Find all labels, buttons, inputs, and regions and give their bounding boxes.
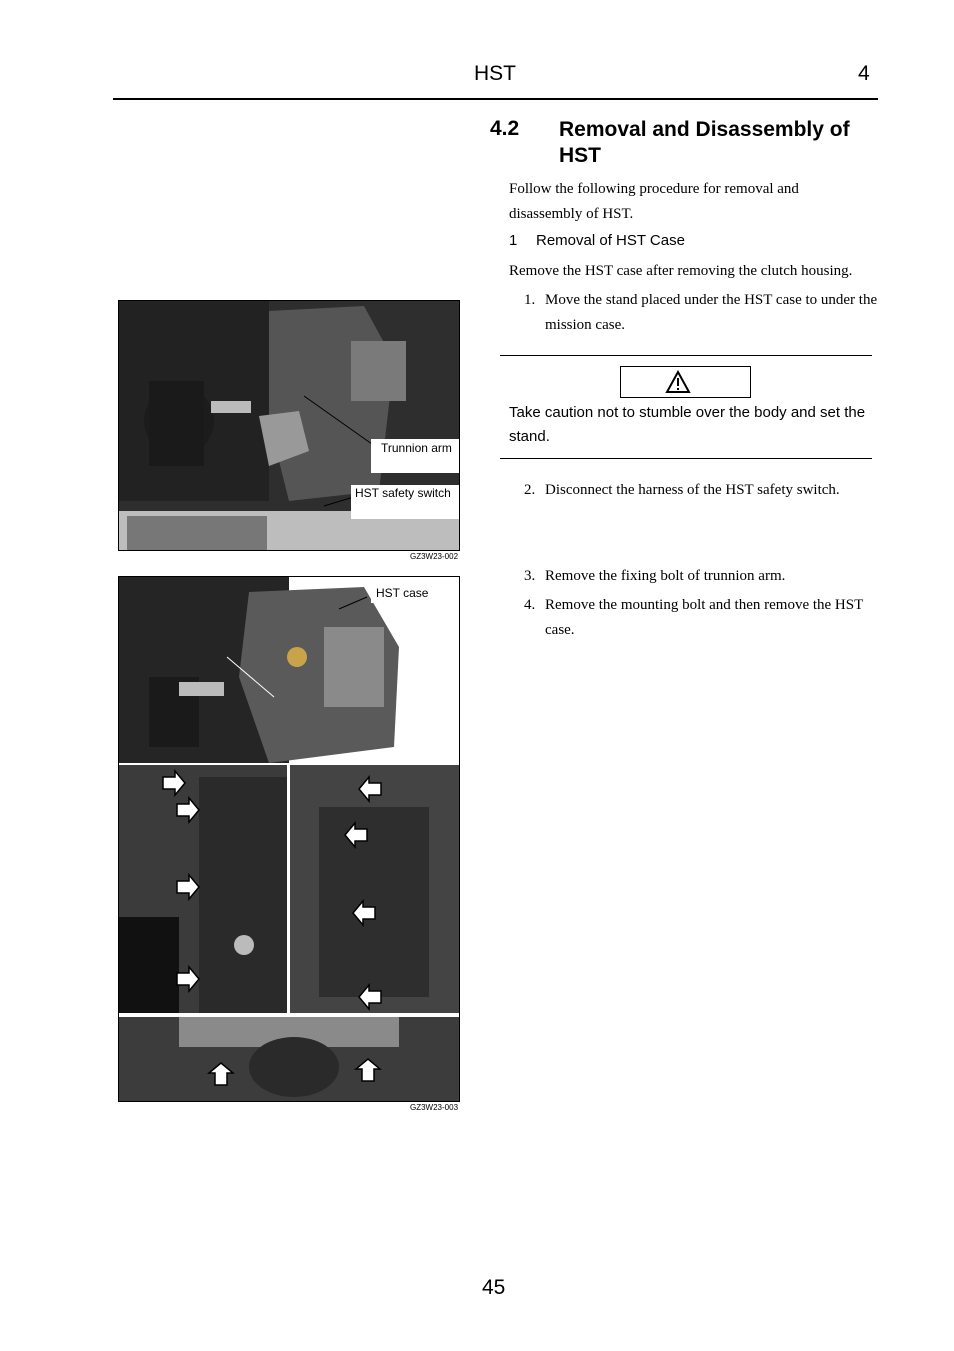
step-text: Move the stand placed under the HST case to under the mission case.	[545, 292, 878, 333]
header-chapter-number: 4	[858, 62, 870, 85]
step-number: 3.	[524, 568, 536, 584]
step-number: 4.	[524, 597, 536, 613]
step-text: Remove the mounting bolt and then remove the HST case.	[545, 597, 864, 638]
caution-text: Take caution not to stumble over the body and set the stand.	[509, 404, 866, 445]
figure-code: GZ3W23-002	[410, 552, 459, 561]
caution-label-box	[620, 366, 751, 398]
page-number: 45	[482, 1276, 506, 1299]
step-number: 2.	[524, 482, 536, 498]
intro-paragraph: Follow the following procedure for removal and disassembly of HST.	[509, 181, 799, 222]
figure-hst-trunnion-photo	[118, 300, 460, 551]
hst-case-photo-collage	[119, 577, 460, 1102]
section-number: 4.2	[490, 117, 520, 140]
step-number: 1.	[524, 292, 536, 308]
step-text: Remove the fixing bolt of trunnion arm.	[545, 568, 786, 584]
step-text: Disconnect the harness of the HST safety switch.	[545, 482, 840, 498]
subsection-number: 1	[509, 232, 518, 249]
warning-triangle-icon	[665, 370, 691, 399]
caution-bottom-rule	[500, 458, 872, 459]
figure-hst-case-photo	[118, 576, 460, 1102]
hst-safety-switch-callout: HST safety switch	[355, 486, 451, 500]
subsection-title: Removal of HST Case	[536, 232, 685, 249]
header-rule	[113, 98, 878, 100]
header-title: HST	[474, 62, 516, 85]
figure-code: GZ3W23-003	[410, 1103, 459, 1112]
trunnion-arm-callout: Trunnion arm	[381, 441, 452, 455]
section-title: Removal and Disassembly of HST	[559, 118, 850, 167]
caution-top-rule	[500, 355, 872, 356]
hst-case-callout: HST case	[376, 586, 429, 600]
removal-paragraph: Remove the HST case after removing the clutch housing.	[509, 263, 853, 279]
